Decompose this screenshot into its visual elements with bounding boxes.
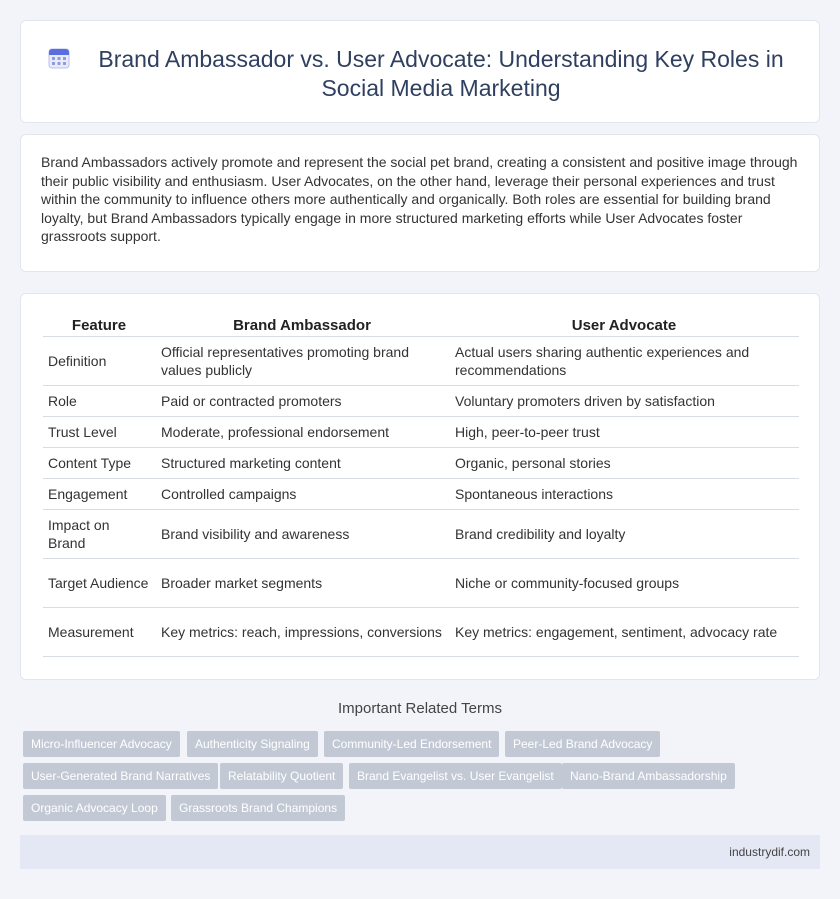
header-user-advocate: User Advocate: [449, 315, 799, 337]
related-term-tag[interactable]: Community-Led Endorsement: [324, 731, 499, 757]
table-cell: Structured marketing content: [155, 448, 449, 479]
intro-paragraph: Brand Ambassadors actively promote and represent the social pet brand, creating a consistent and positive image through their public visibility and enthusiasm. User Advocates, on the other hand, leverage their personal experiences and trust within the community to influence others more authentically and organically. Both roles are essential for building brand loyalty, but Brand Ambassadors typically engage in more structured marketing efforts while User Advocates foster grassroots support.: [41, 154, 798, 245]
related-term-tag[interactable]: Nano-Brand Ambassadorship: [562, 763, 735, 789]
related-term-tag[interactable]: User-Generated Brand Narratives: [23, 763, 218, 789]
related-term-tag[interactable]: Relatability Quotient: [220, 763, 343, 789]
footer-site-link[interactable]: industrydif.com: [729, 845, 810, 859]
table-cell: Engagement: [43, 479, 155, 510]
table-row: [43, 337, 799, 386]
related-term-tag[interactable]: Authenticity Signaling: [187, 731, 318, 757]
table-row: [43, 510, 799, 559]
table-row: [43, 608, 799, 657]
table-cell: Definition: [43, 337, 155, 386]
table-cell: High, peer-to-peer trust: [449, 417, 799, 448]
table-cell: Brand credibility and loyalty: [449, 510, 799, 559]
table-row: [43, 479, 799, 510]
table-cell: Role: [43, 386, 155, 417]
table-header-row: [43, 315, 799, 337]
table-cell: Moderate, professional endorsement: [155, 417, 449, 448]
title-card: [20, 20, 820, 123]
intro-card: [20, 134, 820, 272]
comparison-card: [20, 293, 820, 680]
table-cell: Impact on Brand: [43, 510, 155, 559]
table-cell: Broader market segments: [155, 559, 449, 608]
table-cell: Key metrics: reach, impressions, conversions: [155, 608, 449, 657]
related-term-tag[interactable]: Grassroots Brand Champions: [171, 795, 345, 821]
table-cell: Organic, personal stories: [449, 448, 799, 479]
table-cell: Target Audience: [43, 559, 155, 608]
footer: [20, 835, 820, 869]
table-cell: Brand visibility and awareness: [155, 510, 449, 559]
table-row: [43, 386, 799, 417]
table-cell: Controlled campaigns: [155, 479, 449, 510]
table-row: [43, 417, 799, 448]
related-term-tag[interactable]: Peer-Led Brand Advocacy: [505, 731, 660, 757]
table-cell: Content Type: [43, 448, 155, 479]
table-cell: Official representatives promoting brand values publicly: [155, 337, 449, 386]
table-cell: Trust Level: [43, 417, 155, 448]
table-row: [43, 448, 799, 479]
related-term-tag[interactable]: Brand Evangelist vs. User Evangelist: [349, 763, 562, 789]
table-cell: Voluntary promoters driven by satisfaction: [449, 386, 799, 417]
table-cell: Key metrics: engagement, sentiment, advocacy rate: [449, 608, 799, 657]
related-terms-heading: Important Related Terms: [338, 700, 502, 717]
table-row: [43, 559, 799, 608]
table-cell: Actual users sharing authentic experiences and recommendations: [449, 337, 799, 386]
table-cell: Measurement: [43, 608, 155, 657]
table-cell: Niche or community-focused groups: [449, 559, 799, 608]
related-term-tag[interactable]: Micro-Influencer Advocacy: [23, 731, 180, 757]
related-term-tag[interactable]: Organic Advocacy Loop: [23, 795, 166, 821]
header-brand-ambassador: Brand Ambassador: [155, 315, 449, 337]
table-cell: Paid or contracted promoters: [155, 386, 449, 417]
header-feature: Feature: [43, 315, 155, 337]
comparison-table: [43, 315, 799, 657]
table-cell: Spontaneous interactions: [449, 479, 799, 510]
page-title: Brand Ambassador vs. User Advocate: Understanding Key Roles in Social Media Marketing: [98, 46, 784, 101]
